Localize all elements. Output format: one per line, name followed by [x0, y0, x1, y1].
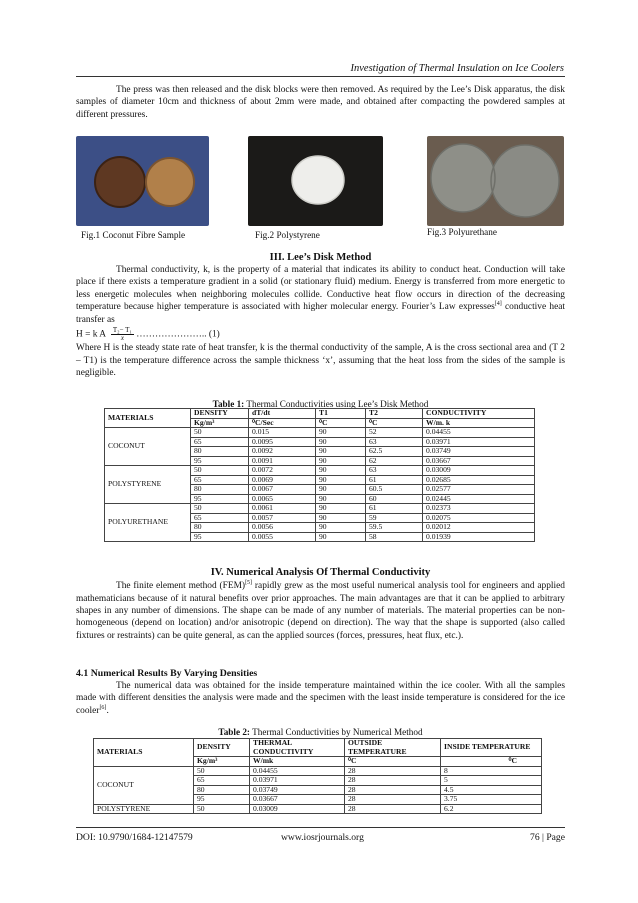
- table-cell: 90: [316, 466, 366, 476]
- citation-5: [5]: [245, 580, 253, 586]
- table-cell: 60: [366, 494, 423, 504]
- table-cell: 50: [191, 466, 249, 476]
- table-cell: 80: [194, 785, 250, 795]
- table-cell: 52: [366, 428, 423, 438]
- table-cell: 28: [345, 804, 441, 814]
- citation-4: [4]: [494, 301, 502, 308]
- table-cell: 58: [366, 532, 423, 542]
- table-cell: 0.0072: [249, 466, 316, 476]
- table-cell: 65: [194, 776, 250, 786]
- table-cell: 80: [191, 447, 249, 457]
- table-cell: 8: [441, 766, 542, 776]
- table-cell: 61: [366, 475, 423, 485]
- subsection-4-1-para: The numerical data was obtained for the inside temperature maintained within the ice cooler. With all the samples made with different densities the analysis were made and the specimen with the least inside temperature is considered for the ice cooler[6].: [76, 681, 565, 716]
- table-cell: 28: [345, 766, 441, 776]
- table-cell: 0.02445: [423, 494, 535, 504]
- section-3-para-1: Thermal conductivity, k, is the property of a material that indicates its ability to conduct heat. Conduction will take place if there exists a temperature gradient in a solid (or stationary fluid) medium. Energy is transferred from more energetic to less energetic molecules when neighboring molecules collide. Conductive heat flow occurs in direction of the decreasing temperature because higher temperature is associated with higher molecular energy. Fourier’s Law expresses[4] conductive heat transfer as: [76, 265, 565, 325]
- section-4-para-1: The finite element method (FEM)[5] rapidly grew as the most useful numerical analysis tool for engineers and applied mathematicians because of it natural benefits over prior approaches. The main advantages are that it can be applied to arbitrary shapes in any number of dimensions. The shape can be made of any number of materials. The material properties can be non-homogeneous (depend on location) and/or anisotropic (depend on direction). The way that the shape is supported (also called fixtures or restraints) can be quite general, as can the applied sources (forces, pressures, heat flux, etc.).: [76, 580, 565, 641]
- table-row: [94, 804, 542, 814]
- table-row: [94, 766, 542, 776]
- table-cell: 95: [194, 795, 250, 805]
- table-cell: 50: [191, 504, 249, 514]
- table-cell: 0.0092: [249, 447, 316, 457]
- table-cell: 50: [194, 804, 250, 814]
- table-cell: 90: [316, 532, 366, 542]
- table-cell: 0.02577: [423, 485, 535, 495]
- coconut-sample-photo: [76, 136, 209, 226]
- table-cell: 59.5: [366, 523, 423, 533]
- doi-text: DOI: 10.9790/1684-12147579: [76, 832, 193, 843]
- table-cell: 90: [316, 475, 366, 485]
- subsection-4-1-body: [76, 680, 565, 717]
- table-cell: 0.0056: [249, 523, 316, 533]
- table-cell: 80: [191, 523, 249, 533]
- table-cell: 90: [316, 523, 366, 533]
- table-cell: 5: [441, 776, 542, 786]
- table-cell: 90: [316, 485, 366, 495]
- citation-6: [6]: [99, 704, 107, 711]
- table-row: [105, 428, 535, 438]
- footer-rule: [76, 827, 565, 828]
- header-rule: [76, 76, 565, 77]
- section-4-body: [76, 580, 565, 642]
- table-cell: 90: [316, 456, 366, 466]
- material-cell: COCONUT: [94, 766, 194, 804]
- table-cell: 0.03667: [423, 456, 535, 466]
- table-cell: 0.03009: [423, 466, 535, 476]
- table-cell: 0.02373: [423, 504, 535, 514]
- table-cell: 6.2: [441, 804, 542, 814]
- table-cell: 60.5: [366, 485, 423, 495]
- section-3-body: [76, 264, 565, 379]
- table-cell: 28: [345, 785, 441, 795]
- table-cell: 90: [316, 447, 366, 457]
- running-title: Investigation of Thermal Insulation on Ice Coolers: [350, 63, 564, 74]
- table-cell: 0.0061: [249, 504, 316, 514]
- table-cell: 59: [366, 513, 423, 523]
- table-1-caption: Table 1: Thermal Conductivities using Lee’s Disk Method: [212, 399, 429, 409]
- table-cell: 0.03971: [250, 776, 345, 786]
- table-cell: 0.03971: [423, 437, 535, 447]
- table-cell: 0.03009: [250, 804, 345, 814]
- table-cell: 95: [191, 494, 249, 504]
- table-cell: 0.04455: [250, 766, 345, 776]
- table-row: [105, 504, 535, 514]
- table-cell: 90: [316, 437, 366, 447]
- equation-fraction: $\frac{\text{T₂− T₁}}{x}$: [112, 326, 132, 343]
- polystyrene-sample-photo: [248, 136, 383, 226]
- material-cell: POLYSTYRENE: [105, 466, 191, 504]
- table-2-body: [94, 766, 542, 814]
- table-row: MATERIALS DENSITY THERMAL CONDUCTIVITY OUTSIDE TEMPERATURE INSIDE TEMPERATURE: [94, 739, 542, 757]
- table-cell: 90: [316, 504, 366, 514]
- table-cell: 0.015: [249, 428, 316, 438]
- table-row: MATERIALS DENSITY dT/dt T1 T2 CONDUCTIVITY: [105, 409, 535, 419]
- table-cell: 63: [366, 466, 423, 476]
- table-cell: 28: [345, 776, 441, 786]
- table-1: [104, 408, 535, 542]
- table-cell: 50: [194, 766, 250, 776]
- table-2-caption: Table 2: Thermal Conductivities by Numerical Method: [218, 727, 423, 737]
- table-cell: 0.03749: [423, 447, 535, 457]
- table-cell: 0.02685: [423, 475, 535, 485]
- table-cell: 0.03749: [250, 785, 345, 795]
- table-cell: 63: [366, 437, 423, 447]
- table-cell: 0.01939: [423, 532, 535, 542]
- table-cell: 50: [191, 428, 249, 438]
- table-cell: 28: [345, 795, 441, 805]
- table-cell: 65: [191, 437, 249, 447]
- figure-2-caption: Fig.2 Polystyrene: [255, 230, 320, 240]
- table-cell: 0.0091: [249, 456, 316, 466]
- page-number: 76 | Page: [530, 832, 565, 843]
- table-cell: 0.03667: [250, 795, 345, 805]
- figure-1-caption: Fig.1 Coconut Fibre Sample: [81, 230, 186, 240]
- table-cell: 0.0055: [249, 532, 316, 542]
- table-cell: 0.0057: [249, 513, 316, 523]
- table-row: [105, 466, 535, 476]
- table-cell: 65: [191, 513, 249, 523]
- section-3-title: III. Lee’s Disk Method: [269, 252, 372, 263]
- table-cell: 95: [191, 532, 249, 542]
- table-cell: 0.0065: [249, 494, 316, 504]
- table-cell: 0.0069: [249, 475, 316, 485]
- intro-paragraph: The press was then released and the disk blocks were then removed. As required by the Lee’s Disk apparatus, the disk samples of diameter 10cm and thickness of about 2mm were made, and obtained after compacting the powdered samples at different pressures.: [76, 85, 565, 120]
- table-2: [93, 738, 542, 814]
- journal-website: www.iosrjournals.org: [281, 832, 364, 843]
- table-cell: 62.5: [366, 447, 423, 457]
- table-cell: 61: [366, 504, 423, 514]
- table-cell: 0.04455: [423, 428, 535, 438]
- section-4-title: IV. Numerical Analysis Of Thermal Conductivity: [210, 567, 431, 578]
- table-cell: 62: [366, 456, 423, 466]
- table-row: Kg/m³ W/mk ⁰C ⁰C: [94, 757, 542, 767]
- table-cell: 90: [316, 513, 366, 523]
- material-cell: POLYURETHANE: [105, 504, 191, 542]
- subsection-4-1-title: 4.1 Numerical Results By Varying Densities: [76, 668, 258, 679]
- material-cell: COCONUT: [105, 428, 191, 466]
- table-cell: 80: [191, 485, 249, 495]
- table-1-body: [105, 428, 535, 542]
- table-cell: 0.02075: [423, 513, 535, 523]
- section-3-para-2: Where H is the steady state rate of heat transfer, k is the thermal conductivity of the sample, A is the cross sectional area and (T 2 – T1) is the temperature difference across the sample thickness ‘x’, assuming that the heat loss from the sides of the sample is negligible.: [76, 343, 565, 378]
- material-cell: POLYSTYRENE: [94, 804, 194, 814]
- table-cell: 3.75: [441, 795, 542, 805]
- table-cell: 65: [191, 475, 249, 485]
- figure-3-caption: Fig.3 Polyurethane: [427, 227, 497, 237]
- table-cell: 4.5: [441, 785, 542, 795]
- fourier-equation: H = k A $\frac{\text{T₂− T₁}}{x}$ ………………….. (1): [76, 326, 220, 343]
- table-cell: 95: [191, 456, 249, 466]
- table-cell: 0.0095: [249, 437, 316, 447]
- polyurethane-sample-photo: [427, 136, 564, 226]
- table-cell: 0.0067: [249, 485, 316, 495]
- table-cell: 90: [316, 428, 366, 438]
- table-cell: 0.02012: [423, 523, 535, 533]
- table-cell: 90: [316, 494, 366, 504]
- table-row: Kg/m³ ⁰C/Sec ⁰C ⁰C W/m. k: [105, 418, 535, 428]
